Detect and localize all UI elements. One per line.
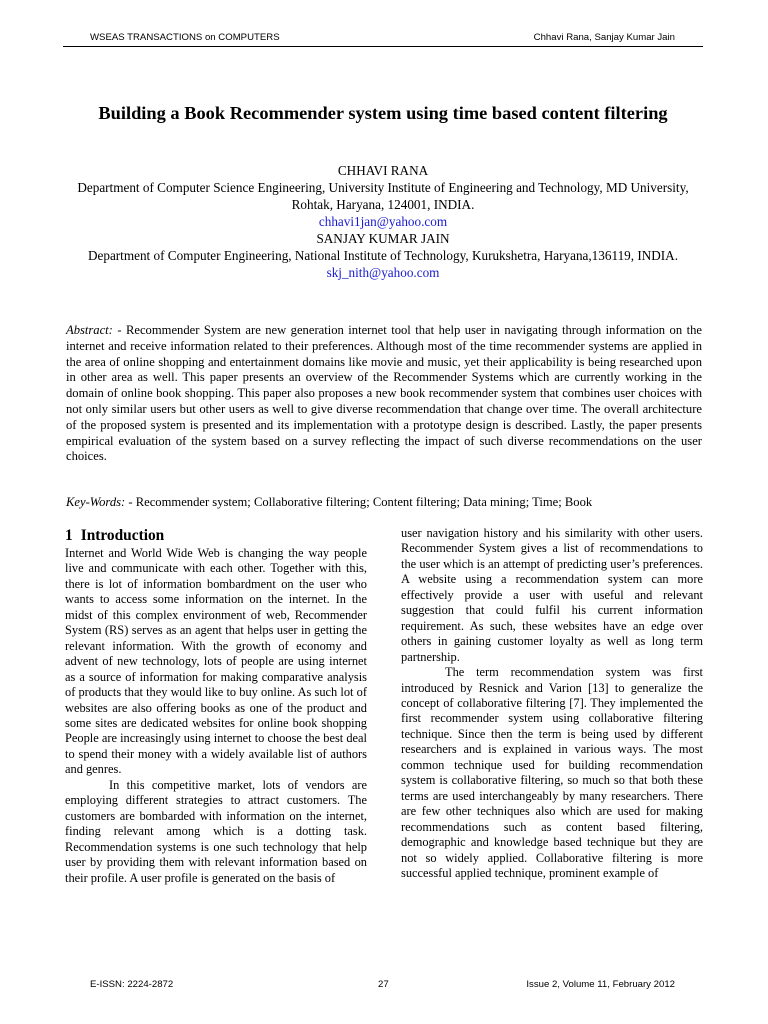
- author-affiliation: Department of Computer Engineering, National Institute of Technology, Kurukshetra, Haryana,136119, INDIA.: [87, 248, 679, 263]
- running-header-journal: WSEAS TRANSACTIONS on COMPUTERS: [90, 32, 280, 43]
- keywords-text: - Recommender system; Collaborative filtering; Content filtering; Data mining; Time; Book: [125, 495, 593, 509]
- right-column: [401, 526, 703, 881]
- keywords-label: Key-Words:: [66, 495, 126, 509]
- paragraph: The term recommendation system was first introduced by Resnick and Varion [13] to generalize the concept of collaborative filtering [7]. They implemented the first recommender system using collaborative filtering technique. Since then the term is being used by different researchers and is explained in various ways. The most common technique used for building recommendation system is collaborative filtering, so much so that both these terms are used interchangeably by many researchers. There are few other techniques also which are used for making recommendations such as content based filtering, demographic and knowledge based technique but they are not so widely applied. Collaborative filtering is more successful applied technique, prominent example of: [401, 665, 703, 880]
- paragraph: Internet and World Wide Web is changing the way people live and communicate with each other. Together with this, there is lot of information bombardment on the user who wants to access some information on the internet. In the midst of this complex environment of web, Recommender System (RS) serves as an agent that helps user in getting the relevant information. With the growth of economy and advent of new technology, lots of people are using internet as a source of information for making comparative analysis of products that they would like to buy online. As such lot of websites are also offering books as one of the product and some sites are dedicated websites for online book shopping People are increasingly using internet to choose the best deal to spend their money with a widely available list of authors and genres.: [65, 546, 367, 777]
- abstract: [66, 323, 702, 465]
- section-heading: [65, 526, 367, 545]
- running-header-authors: Chhavi Rana, Sanjay Kumar Jain: [533, 32, 675, 43]
- footer-page-number: 27: [378, 979, 389, 990]
- keywords: [66, 495, 702, 510]
- author-affiliation: Department of Computer Science Engineering, University Institute of Engineering and Technology, MD University, Rohtak, Haryana, 124001, INDIA.: [77, 180, 689, 212]
- author-name: CHHAVI RANA: [337, 163, 429, 178]
- section-title: Introduction: [80, 527, 165, 544]
- author-block: [63, 162, 703, 281]
- footer-issue: Issue 2, Volume 11, February 2012: [526, 979, 675, 990]
- author-name: SANJAY KUMAR JAIN: [316, 231, 450, 246]
- paragraph: In this competitive market, lots of vendors are employing different strategies to attract customers. The customers are bombarded with information on the internet, finding relevant among which is a dotting task. Recommendation systems is one such technology that help user by providing them with relevant information based on their profile. A user profile is generated on the basis of: [65, 777, 367, 885]
- left-column: [65, 526, 367, 886]
- section-number: 1: [65, 527, 73, 544]
- header-rule: [63, 46, 703, 47]
- author-email[interactable]: chhavi1jan@yahoo.com: [318, 214, 448, 229]
- paragraph: user navigation history and his similarity with other users. Recommender System gives a list of recommendations to the user which is an attempt of predicting user’s preferences. A website using a recommendation system can more effectively provide a user with useful and relevant suggestion that could fulfil his current information requirement. As such, these websites have an edge over others in gaining customer loyalty as well as long term partnership.: [401, 526, 703, 664]
- author-email[interactable]: skj_nith@yahoo.com: [326, 265, 440, 280]
- paper-title: Building a Book Recommender system using time based content filtering: [98, 103, 668, 123]
- footer-issn: E-ISSN: 2224-2872: [90, 979, 174, 990]
- abstract-label: Abstract:: [66, 323, 113, 337]
- abstract-text: - Recommender System are new generation internet tool that help user in navigating through information on the internet and receive information related to their preferences. Although most of the time recommender systems are applied in the area of online shopping and entertainment domains like movie and music, yet their applicability is being researched upon in other area as well. This paper presents an overview of the Recommender Systems which are currently working in the domain of online book shopping. This paper also proposes a new book recommender system that combines user choices with not only similar users but other users as well to give diverse recommendation that change over time. The overall architecture of the proposed system is presented and its implementation with a prototype design is described. Lastly, the paper presents empirical evaluation of the system based on a survey reflecting the impact of such diverse recommendations on the user choices.: [66, 323, 702, 464]
